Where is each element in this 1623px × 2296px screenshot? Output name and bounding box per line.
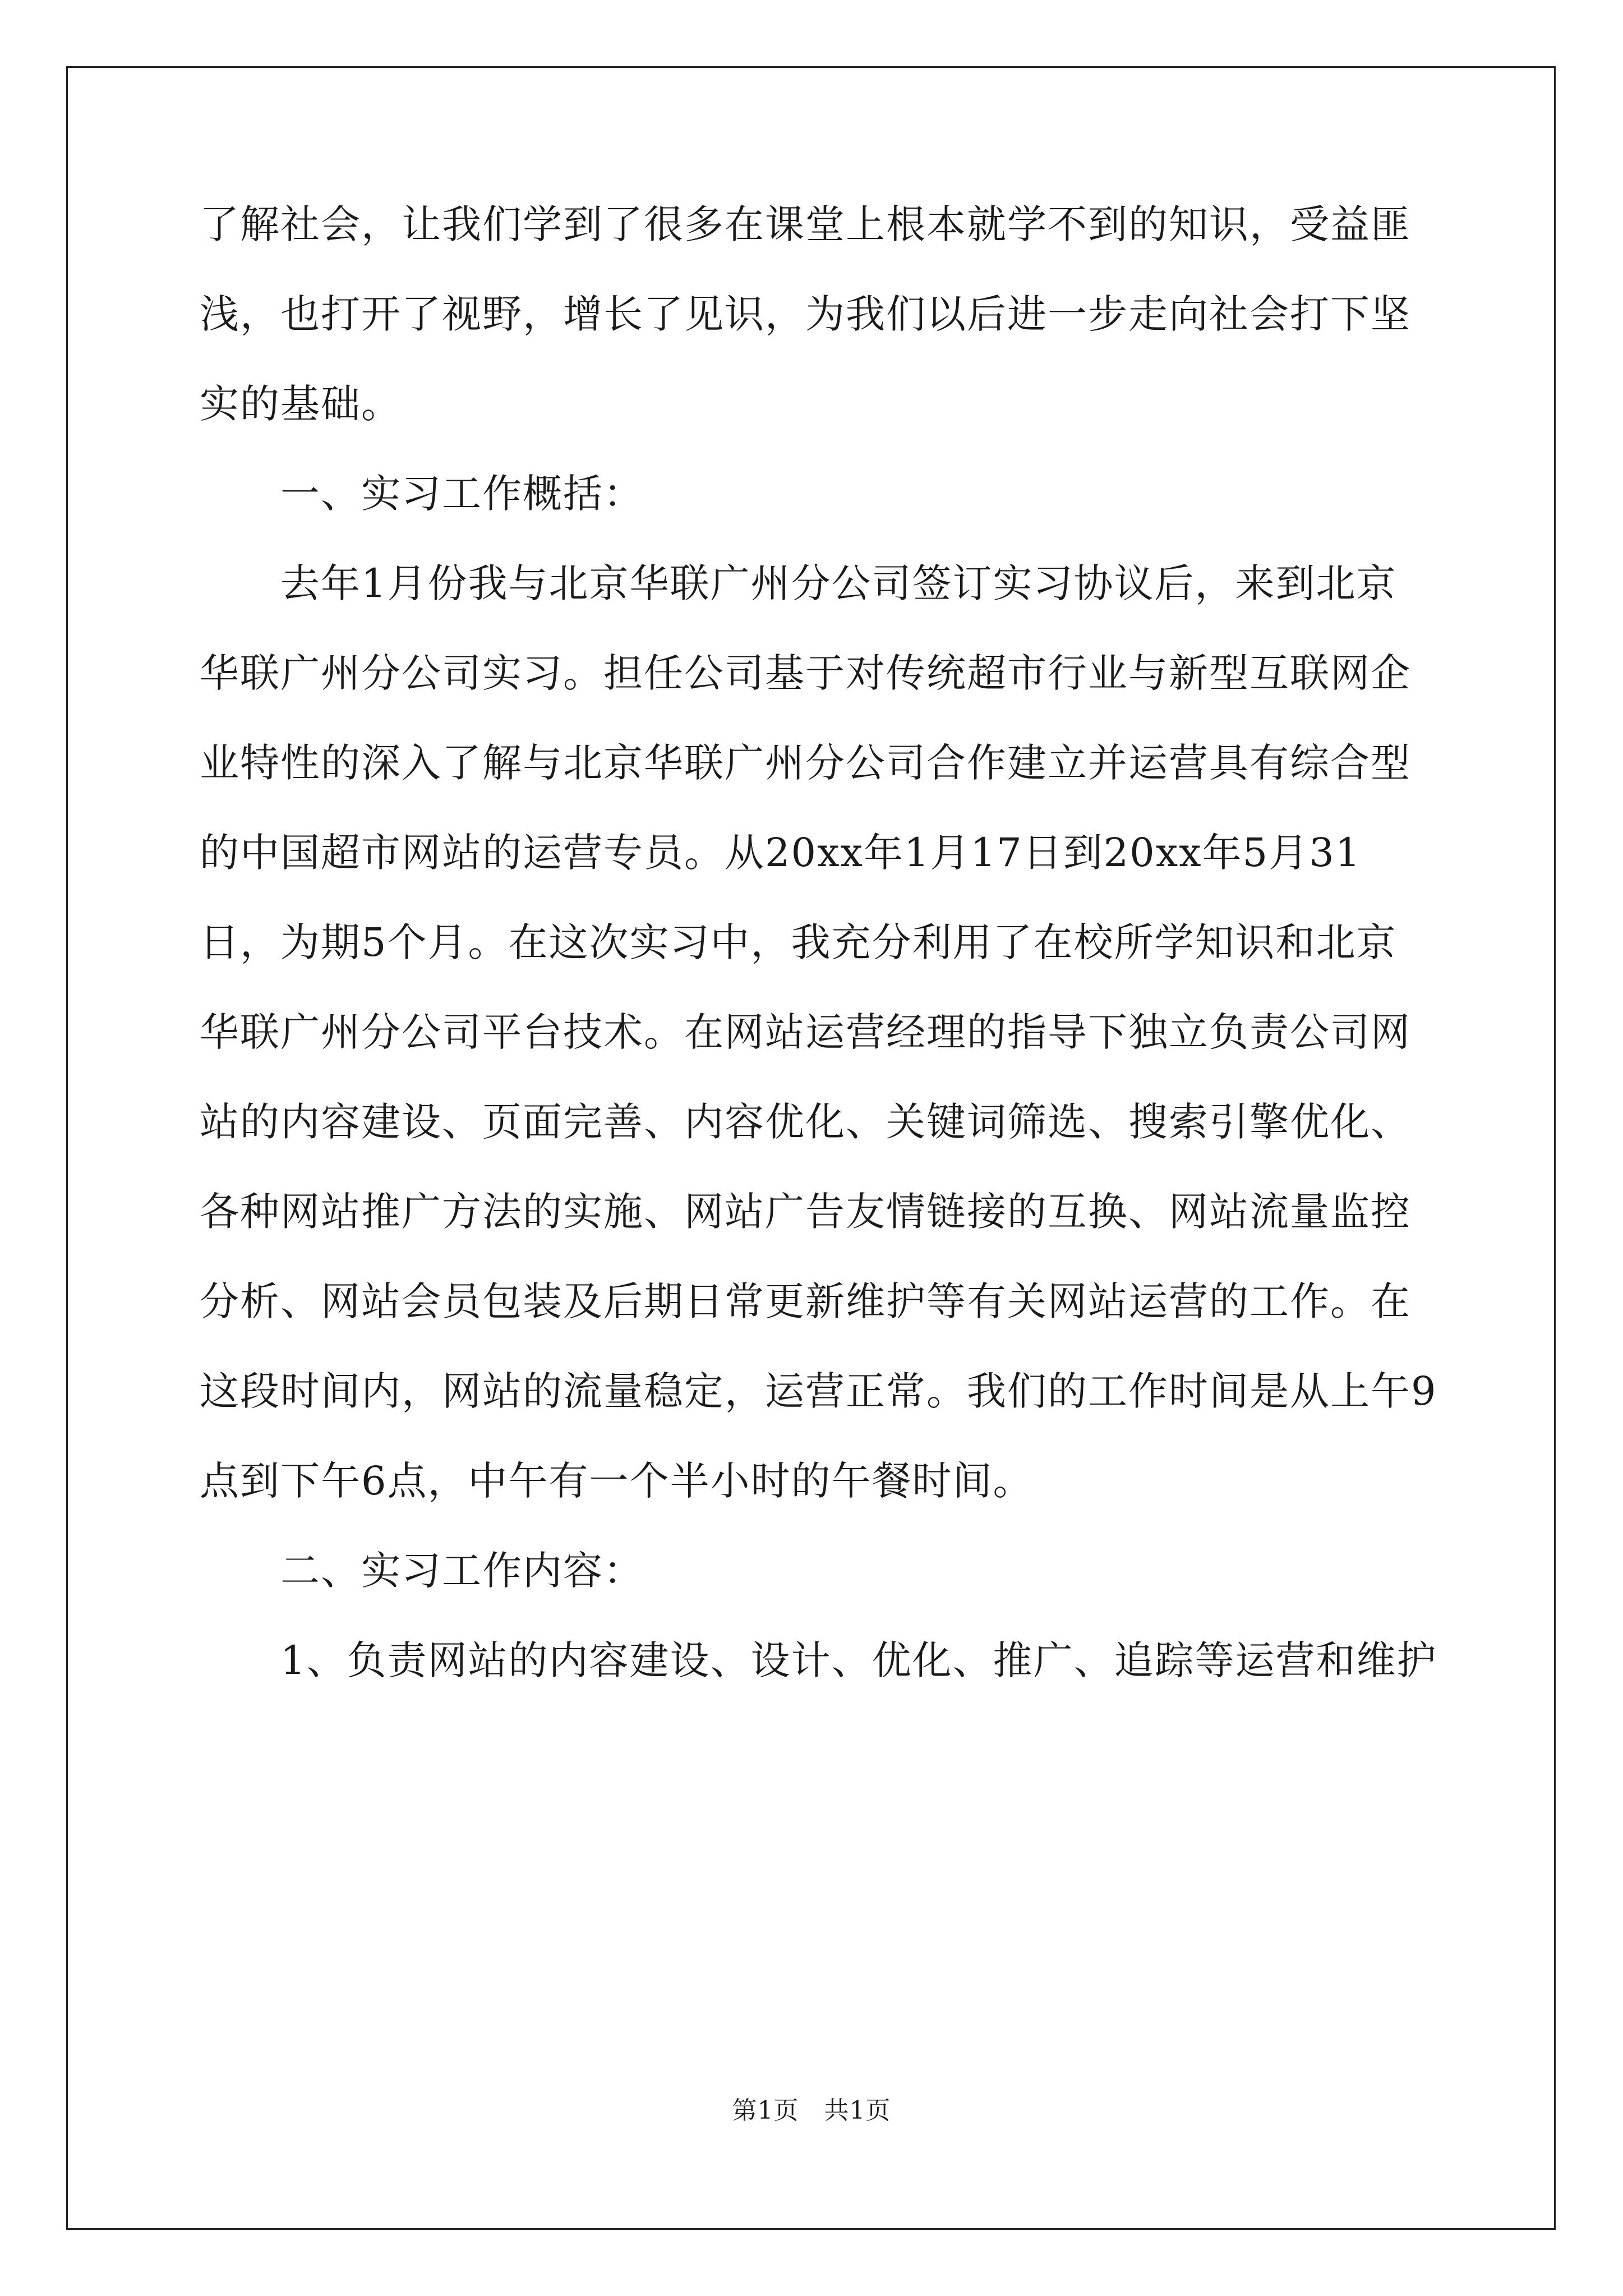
body-line-6: 华联广州分公司实习。担任公司基于对传统超市行业与新型互联网企 [200,650,1411,696]
body-line-11: 站的内容建设、页面完善、内容优化、关键词筛选、搜索引擎优化、 [200,1099,1411,1145]
body-line-5: 去年1月份我与北京华联广州分公司签订实习协议后，来到北京 [280,560,1397,606]
body-line-2: 浅，也打开了视野，增长了见识，为我们以后进一步走向社会打下坚 [200,291,1411,337]
body-line-8: 的中国超市网站的运营专员。从20xx年1月17日到20xx年5月31 [200,830,1362,876]
section-heading-1: 一、实习工作概括： [280,471,644,517]
body-line-17: 1、负责网站的内容建设、设计、优化、推广、追踪等运营和维护 [280,1637,1437,1683]
body-line-7: 业特性的深入了解与北京华联广州分公司合作建立并运营具有综合型 [200,740,1411,786]
body-line-3: 实的基础。 [200,381,402,427]
page-footer: 第1页 共1页 [732,2096,891,2125]
body-line-13: 分析、网站会员包装及后期日常更新维护等有关网站运营的工作。在 [200,1278,1411,1324]
body-line-10: 华联广州分公司平台技术。在网站运营经理的指导下独立负责公司网 [200,1009,1411,1055]
body-line-12: 各种网站推广方法的实施、网站广告友情链接的互换、网站流量监控 [200,1189,1411,1235]
body-line-14: 这段时间内，网站的流量稳定，运营正常。我们的工作时间是从上午9 [200,1368,1437,1414]
body-line-15: 点到下午6点，中午有一个半小时的午餐时间。 [200,1458,1034,1504]
body-line-9: 日，为期5个月。在这次实习中，我充分利用了在校所学知识和北京 [200,919,1397,965]
body-line-1: 了解社会，让我们学到了很多在课堂上根本就学不到的知识，受益匪 [200,201,1411,247]
section-heading-2: 二、实习工作内容： [280,1548,644,1594]
